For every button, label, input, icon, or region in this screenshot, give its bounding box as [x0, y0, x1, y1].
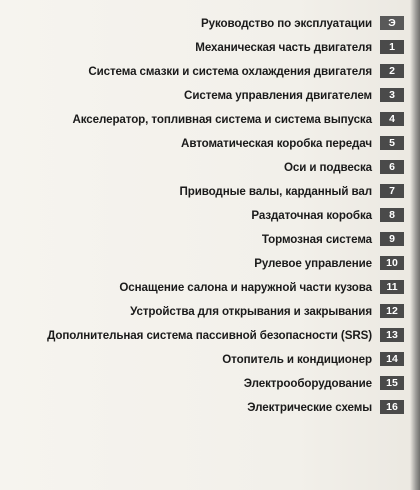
- section-number-tab: 10: [380, 256, 404, 270]
- section-number-tab: 13: [380, 328, 404, 342]
- toc-item-label: Раздаточная коробка: [251, 208, 372, 222]
- toc-item[interactable]: [179, 182, 420, 200]
- toc-item[interactable]: [72, 110, 420, 128]
- toc-item-label: Система управления двигателем: [184, 88, 372, 102]
- toc-item-label: Автоматическая коробка передач: [181, 136, 372, 150]
- toc-item[interactable]: [262, 230, 420, 248]
- section-number-tab: 2: [380, 64, 404, 78]
- toc-item[interactable]: [195, 38, 420, 56]
- toc-item[interactable]: [201, 14, 420, 32]
- toc-item[interactable]: [254, 254, 420, 272]
- toc-item[interactable]: [184, 86, 420, 104]
- section-number-tab: 9: [380, 232, 404, 246]
- toc-item[interactable]: [222, 350, 420, 368]
- toc-item[interactable]: [181, 134, 420, 152]
- toc-item[interactable]: [119, 278, 420, 296]
- toc-item-label: Приводные валы, карданный вал: [179, 184, 372, 198]
- section-number-tab: 15: [380, 376, 404, 390]
- toc-item-label: Оси и подвеска: [283, 160, 372, 174]
- toc-item-label: Система смазки и система охлаждения двигателя: [88, 64, 372, 78]
- toc-item[interactable]: [251, 206, 420, 224]
- toc-item-label: Дополнительная система пассивной безопасности (SRS): [47, 328, 372, 342]
- toc-item-label: Рулевое управление: [254, 256, 372, 270]
- toc-item[interactable]: [247, 398, 420, 416]
- section-number-tab: 16: [380, 400, 404, 414]
- section-number-tab: 8: [380, 208, 404, 222]
- section-number-tab: 4: [380, 112, 404, 126]
- section-number-tab: 14: [380, 352, 404, 366]
- toc-item-label: Акселератор, топливная система и система выпуска: [72, 112, 372, 126]
- toc-item-label: Механическая часть двигателя: [195, 40, 372, 54]
- toc-item[interactable]: [130, 302, 420, 320]
- section-number-tab: 7: [380, 184, 404, 198]
- toc-item-label: Оснащение салона и наружной части кузова: [119, 280, 372, 294]
- section-number-tab: Э: [380, 16, 404, 30]
- toc-item-label: Тормозная система: [261, 232, 372, 246]
- toc-item-label: Руководство по эксплуатации: [201, 16, 372, 30]
- section-number-tab: 12: [380, 304, 404, 318]
- toc-item-label: Отопитель и кондиционер: [222, 352, 372, 366]
- section-number-tab: 3: [380, 88, 404, 102]
- toc-item-label: Электрооборудование: [243, 376, 372, 390]
- section-number-tab: 5: [380, 136, 404, 150]
- page-edge-shadow: [410, 0, 420, 490]
- section-number-tab: 6: [380, 160, 404, 174]
- toc-item[interactable]: [244, 374, 420, 392]
- section-number-tab: 1: [380, 40, 404, 54]
- section-number-tab: 11: [380, 280, 404, 294]
- toc-item[interactable]: [284, 158, 420, 176]
- toc-item-label: Устройства для открывания и закрывания: [130, 304, 372, 318]
- toc-item[interactable]: [88, 62, 420, 80]
- toc-item[interactable]: [47, 326, 420, 344]
- toc-item-label: Электрические схемы: [247, 400, 372, 414]
